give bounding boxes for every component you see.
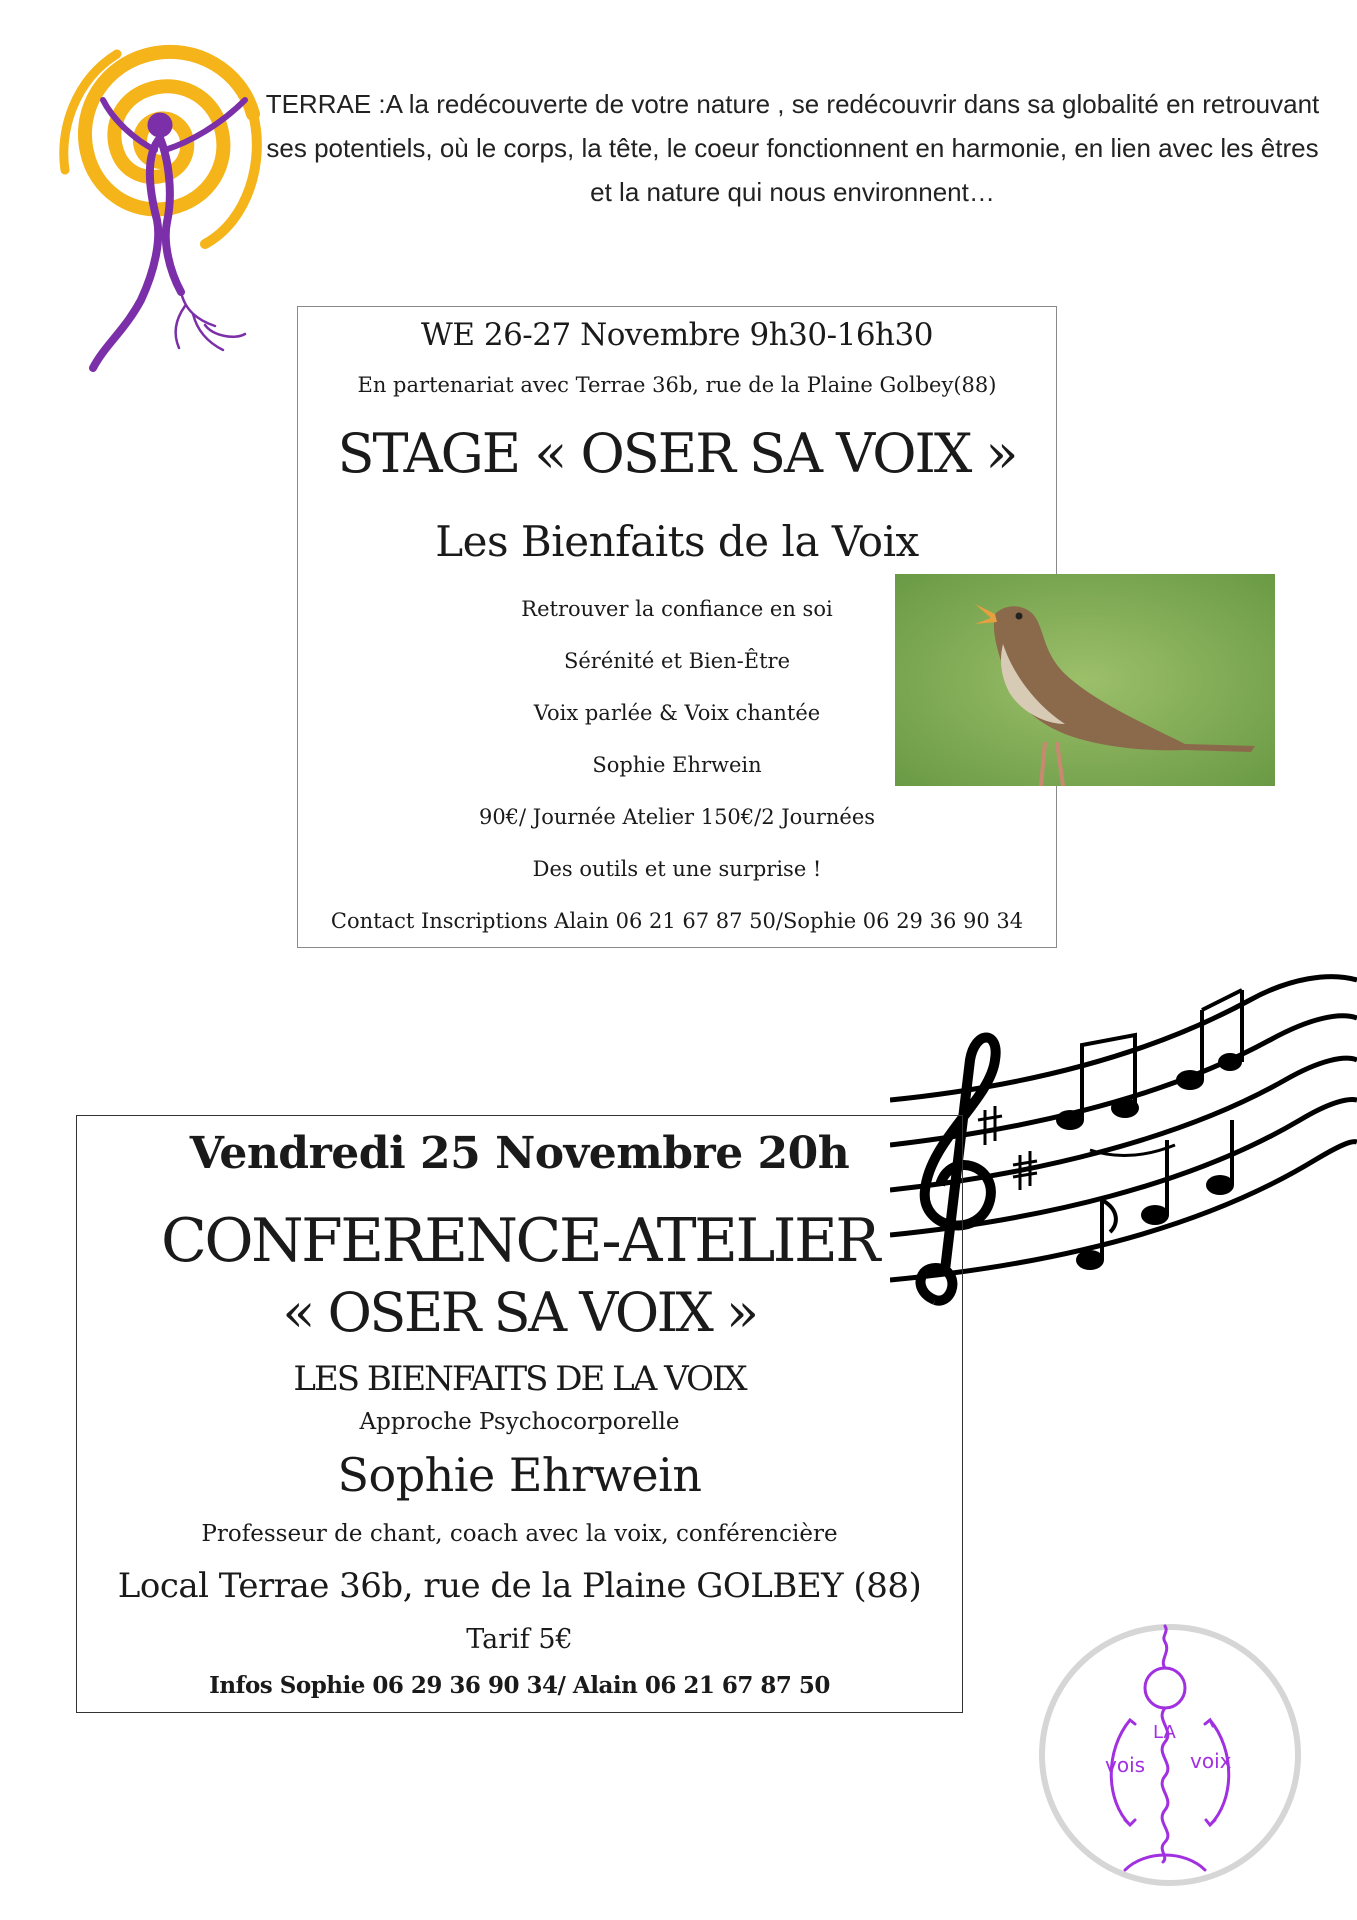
stage-contact: Contact Inscriptions Alain 06 21 67 87 50/Sophie 06 29 36 90 34 — [330, 909, 1024, 933]
stage-date: WE 26-27 Novembre 9h30-16h30 — [421, 317, 933, 353]
conference-approach: Approche Psychocorporelle — [359, 1409, 680, 1435]
terrae-logo — [45, 30, 275, 380]
conference-subtitle: LES BIENFAITS DE LA VOIX — [293, 1359, 746, 1399]
stage-surprise: Des outils et une surprise ! — [532, 857, 822, 881]
conference-price: Tarif 5€ — [466, 1624, 573, 1655]
stage-item: Sophie Ehrwein — [592, 753, 762, 777]
conference-title: CONFERENCE-ATELIER — [161, 1206, 878, 1276]
stage-subtitle: Les Bienfaits de la Voix — [435, 517, 919, 566]
la-voix-logo — [1035, 1620, 1305, 1890]
speaker-profession: Professeur de chant, coach avec la voix, conférencière — [201, 1521, 838, 1547]
voix-logo-left: vois — [1105, 1753, 1146, 1777]
conference-quote-title: « OSER SA VOIX » — [282, 1281, 757, 1344]
conference-location: Local Terrae 36b, rue de la Plaine GOLBEY (88) — [117, 1566, 922, 1606]
singing-bird-photo — [895, 574, 1275, 786]
conference-infos: Infos Sophie 06 29 36 90 34/ Alain 06 21 67 87 50 — [209, 1672, 830, 1699]
stage-partner: En partenariat avec Terrae 36b, rue de la Plaine Golbey(88) — [357, 373, 997, 397]
stage-item: Voix parlée & Voix chantée — [533, 701, 821, 725]
conference-date: Vendredi 25 Novembre 20h — [189, 1128, 850, 1179]
stage-item: Sérénité et Bien-Être — [563, 649, 791, 673]
stage-item: Retrouver la confiance en soi — [521, 597, 833, 621]
speaker-name: Sophie Ehrwein — [337, 1448, 702, 1502]
voix-logo-center: LA — [1153, 1722, 1176, 1743]
conference-box — [76, 1115, 963, 1713]
stage-price: 90€/ Journée Atelier 150€/2 Journées — [478, 805, 876, 829]
stage-title: STAGE « OSER SA VOIX » — [337, 422, 1017, 485]
intro-text: TERRAE :A la redécouverte de votre nature , se redécouvrir dans sa globalité en retrouvant ses potentiels, où le corps, la tête, le coeur fonctionnent en harmonie, en lien avec les êtres et la nature qui nous environnent… — [265, 89, 1320, 207]
voix-logo-right: voix — [1190, 1749, 1232, 1773]
